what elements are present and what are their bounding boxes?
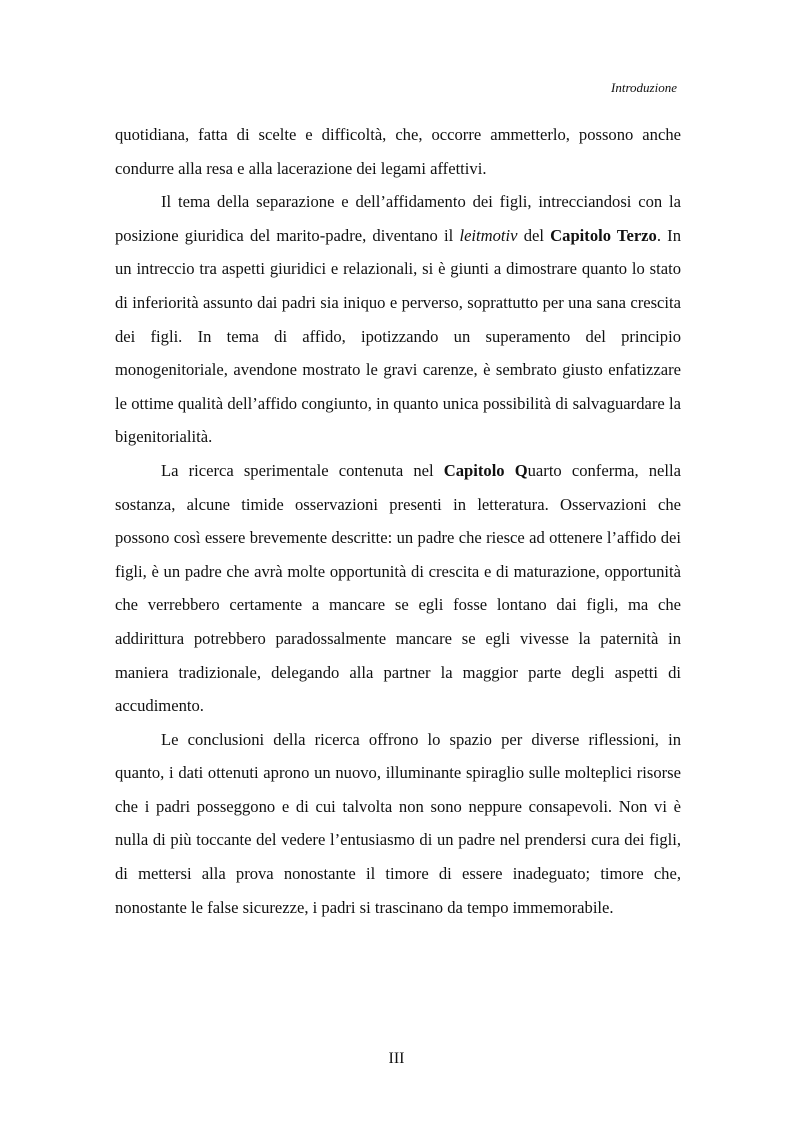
paragraph-2-text-c: del: [517, 225, 551, 245]
page-number: III: [388, 1050, 405, 1067]
paragraph-3-text-a: La ricerca sperimentale contenuta nel: [161, 460, 444, 480]
paragraph-3: [115, 454, 681, 723]
paragraph-1: quotidiana, fatta di scelte e difficoltà, che, occorre ammetterlo, possono anche condurre alla resa e alla lacerazione dei legami affettivi.: [115, 125, 681, 178]
paragraph-3-text-d: conferma, nella sostanza, alcune timide osservazioni presenti in letteratura. Osservazioni che possono così essere brevemente descritte: un padre che riesce ad ottenere l’affido dei figli, è un padre che avrà molte opportunità di crescita e di maturazione, opportunità che verrebbero certamente a mancare se egli fosse lontano dai figli, ma che addirittura potrebbero paradossalmente mancare se egli vivesse la paternità in maniera tradizionale, delegando alla partner la maggior parte degli aspetti di accudimento.: [115, 460, 682, 716]
body-text: [115, 118, 681, 924]
chapter-four-ref-tail: uarto: [527, 460, 562, 480]
paragraph-2-text-e: . In un intreccio tra aspetti giuridici e relazionali, si è giunti a dimostrare quanto lo stato di inferiorità assunto dai padri sia iniquo e perverso, soprattutto per una sana crescita dei figli. In tema di affido, ipotizzando un superamento del principio monogenitoriale, avendone mostrato le gravi carenze, è sembrato giusto enfatizzare le ottime qualità dell’affido congiunto, in quanto unica possibilità di salvaguardare la bigenitorialità.: [115, 225, 681, 447]
chapter-three-ref: Capitolo Terzo: [550, 225, 657, 245]
paragraph-2: [115, 185, 681, 454]
leitmotiv-term: leitmotiv: [459, 225, 518, 245]
chapter-four-ref: Capitolo Q: [443, 460, 528, 480]
paragraph-4: Le conclusioni della ricerca offrono lo spazio per diverse riflessioni, in quanto, i dati ottenuti aprono un nuovo, illuminante spiraglio sulle molteplici risorse che i padri posseggono e di cui talvolta non sono neppure consapevoli. Non vi è nulla di più toccante del vedere l’entusiasmo di un padre nel prendersi cura dei figli, di mettersi alla prova nonostante il timore di essere inadeguato; timore che, nonostante le false sicurezze, i padri si trascinano da tempo immemorabile.: [115, 729, 681, 917]
running-header: Introduzione: [611, 80, 677, 95]
paragraph-2-text-a: Il tema della separazione e dell’affidamento dei figli, intrecciandosi con la posizione giuridica del marito-padre, diventano il: [115, 192, 681, 245]
